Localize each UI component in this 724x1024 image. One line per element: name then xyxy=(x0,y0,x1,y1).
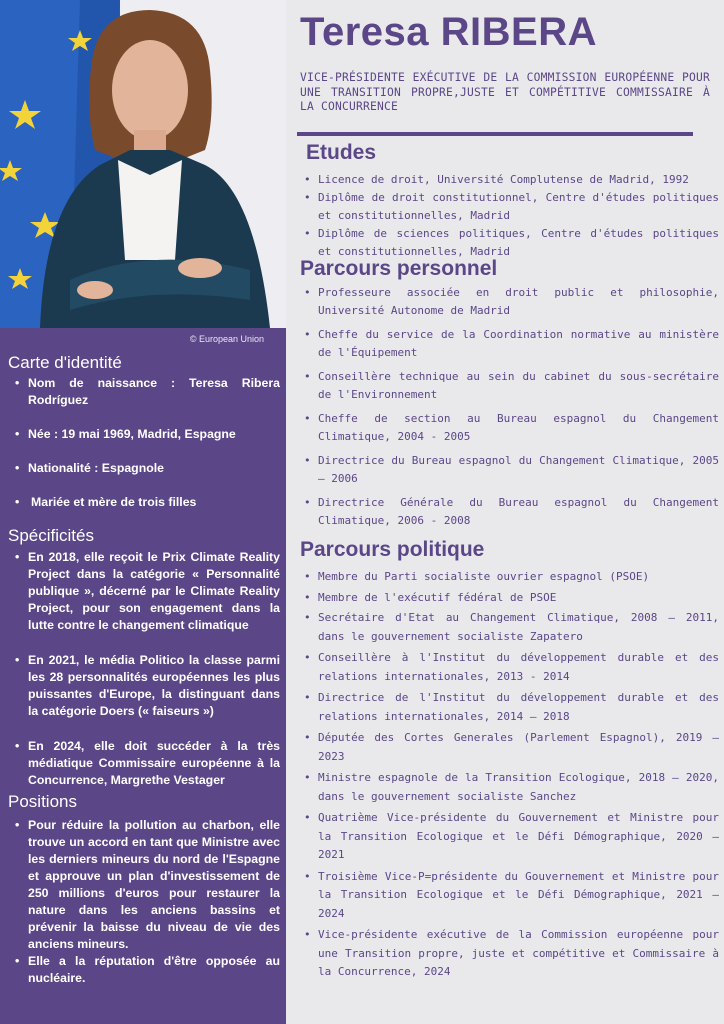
studies-title: Etudes xyxy=(306,141,377,164)
political-item: • Quatrième Vice-présidente du Gouvernement et Ministre pour la Transition Ecologique et le Défi Démographique, 2020 – 2021 xyxy=(318,809,719,865)
political-item: • Conseillère à l'Institut du développement durable et des relations internationales, 2013 - 2014 xyxy=(318,649,719,686)
personal-list xyxy=(300,284,719,530)
studies-item: • Diplôme de droit constitutionnel, Centre d'études politiques et constitutionnelles, Madrid xyxy=(318,189,719,225)
specifics-item: • En 2018, elle reçoit le Prix Climate Reality Project dans la catégorie « Personnalité publique », décerné par le Climate Reality Project, pour son engagement dans la lutte contre le changement climatique xyxy=(28,549,280,634)
person-subtitle: VICE-PRÉSIDENTE EXÉCUTIVE DE LA COMMISSION EUROPÉENNE POUR UNE TRANSITION PROPRE,JUSTE ET COMPÉTITIVE COMMISSAIRE À LA CONCURRENCE xyxy=(300,71,710,113)
identity-item: • Nom de naissance : Teresa Ribera Rodríguez xyxy=(28,375,280,409)
political-item: • Directrice de l'Institut du développement durable et des relations internationales, 2014 – 2018 xyxy=(318,689,719,726)
studies-list xyxy=(300,171,719,261)
identity-item: • Nationalité : Espagnole xyxy=(28,460,280,477)
political-item: • Membre du Parti socialiste ouvrier espagnol (PSOE) xyxy=(318,568,719,587)
left-content xyxy=(8,352,280,987)
person-name: Teresa RIBERA xyxy=(300,10,597,54)
personal-item: • Professeure associée en droit public et philosophie, Université Autonome de Madrid xyxy=(318,284,719,320)
positions-list xyxy=(8,817,280,987)
personal-item: • Cheffe de section au Bureau espagnol du Changement Climatique, 2004 - 2005 xyxy=(318,410,719,446)
specifics-title: Spécificités xyxy=(8,526,94,545)
specifics-item: • En 2024, elle doit succéder à la très médiatique Commissaire européenne à la Concurrence, Margrethe Vestager xyxy=(28,738,280,789)
political-list xyxy=(300,568,719,982)
personal-item: • Conseillère technique au sein du cabinet du sous-secrétaire de l'Environnement xyxy=(318,368,719,404)
portrait-photo xyxy=(0,0,286,328)
political-item: • Députée des Cortes Generales (Parlement Espagnol), 2019 – 2023 xyxy=(318,729,719,766)
studies-item: • Diplôme de sciences politiques, Centre d'études politiques et constitutionnelles, Madrid xyxy=(318,225,719,261)
identity-item: • Mariée et mère de trois filles xyxy=(28,494,280,511)
positions-item: • Elle a la réputation d'être opposée au nucléaire. xyxy=(28,953,280,987)
political-item: • Secrétaire d'Etat au Changement Climatique, 2008 – 2011, dans le gouvernement socialiste Zapatero xyxy=(318,609,719,646)
header-divider xyxy=(297,132,693,136)
personal-item: • Directrice Générale du Bureau espagnol du Changement Climatique, 2006 - 2008 xyxy=(318,494,719,530)
political-title: Parcours politique xyxy=(300,538,485,561)
political-item: • Ministre espagnole de la Transition Ecologique, 2018 – 2020, dans le gouvernement socialiste Sanchez xyxy=(318,769,719,806)
personal-item: • Directrice du Bureau espagnol du Changement Climatique, 2005 – 2006 xyxy=(318,452,719,488)
identity-item: • Née : 19 mai 1969, Madrid, Espagne xyxy=(28,426,280,443)
identity-title: Carte d'identité xyxy=(8,353,122,372)
political-item: • Troisième Vice-P=présidente du Gouvernement et Ministre pour la Transition Ecologique et le Défi Démographique, 2021 – 2024 xyxy=(318,868,719,924)
portrait-illustration xyxy=(0,0,286,328)
positions-title: Positions xyxy=(8,792,77,811)
photo-credit: © European Union xyxy=(0,328,286,348)
specifics-item: • En 2021, le média Politico la classe parmi les 28 personnalités européennes les plus puissantes d'Europe, la distinguant dans la catégorie Doers (« faiseurs ») xyxy=(28,652,280,720)
political-item: • Vice-présidente exécutive de la Commission européenne pour une Transition propre, juste et compétitive et Commissaire à la Concurrence, 2024 xyxy=(318,926,719,982)
personal-item: • Cheffe du service de la Coordination normative au ministère de l'Équipement xyxy=(318,326,719,362)
specifics-list xyxy=(8,549,280,789)
identity-list xyxy=(8,375,280,511)
political-item: • Membre de l'exécutif fédéral de PSOE xyxy=(318,589,719,608)
personal-title: Parcours personnel xyxy=(300,257,498,280)
positions-item: • Pour réduire la pollution au charbon, elle trouve un accord en tant que Ministre avec les derniers mineurs du nord de l'Espagne et approuve un plan d'investissement de 250 millions d'euros pour restaurer la nature dans les anciens bassins et prévenir la baisse du niveau de vie des anciens mineurs. xyxy=(28,817,280,953)
studies-item: • Licence de droit, Université Complutense de Madrid, 1992 xyxy=(318,171,719,189)
